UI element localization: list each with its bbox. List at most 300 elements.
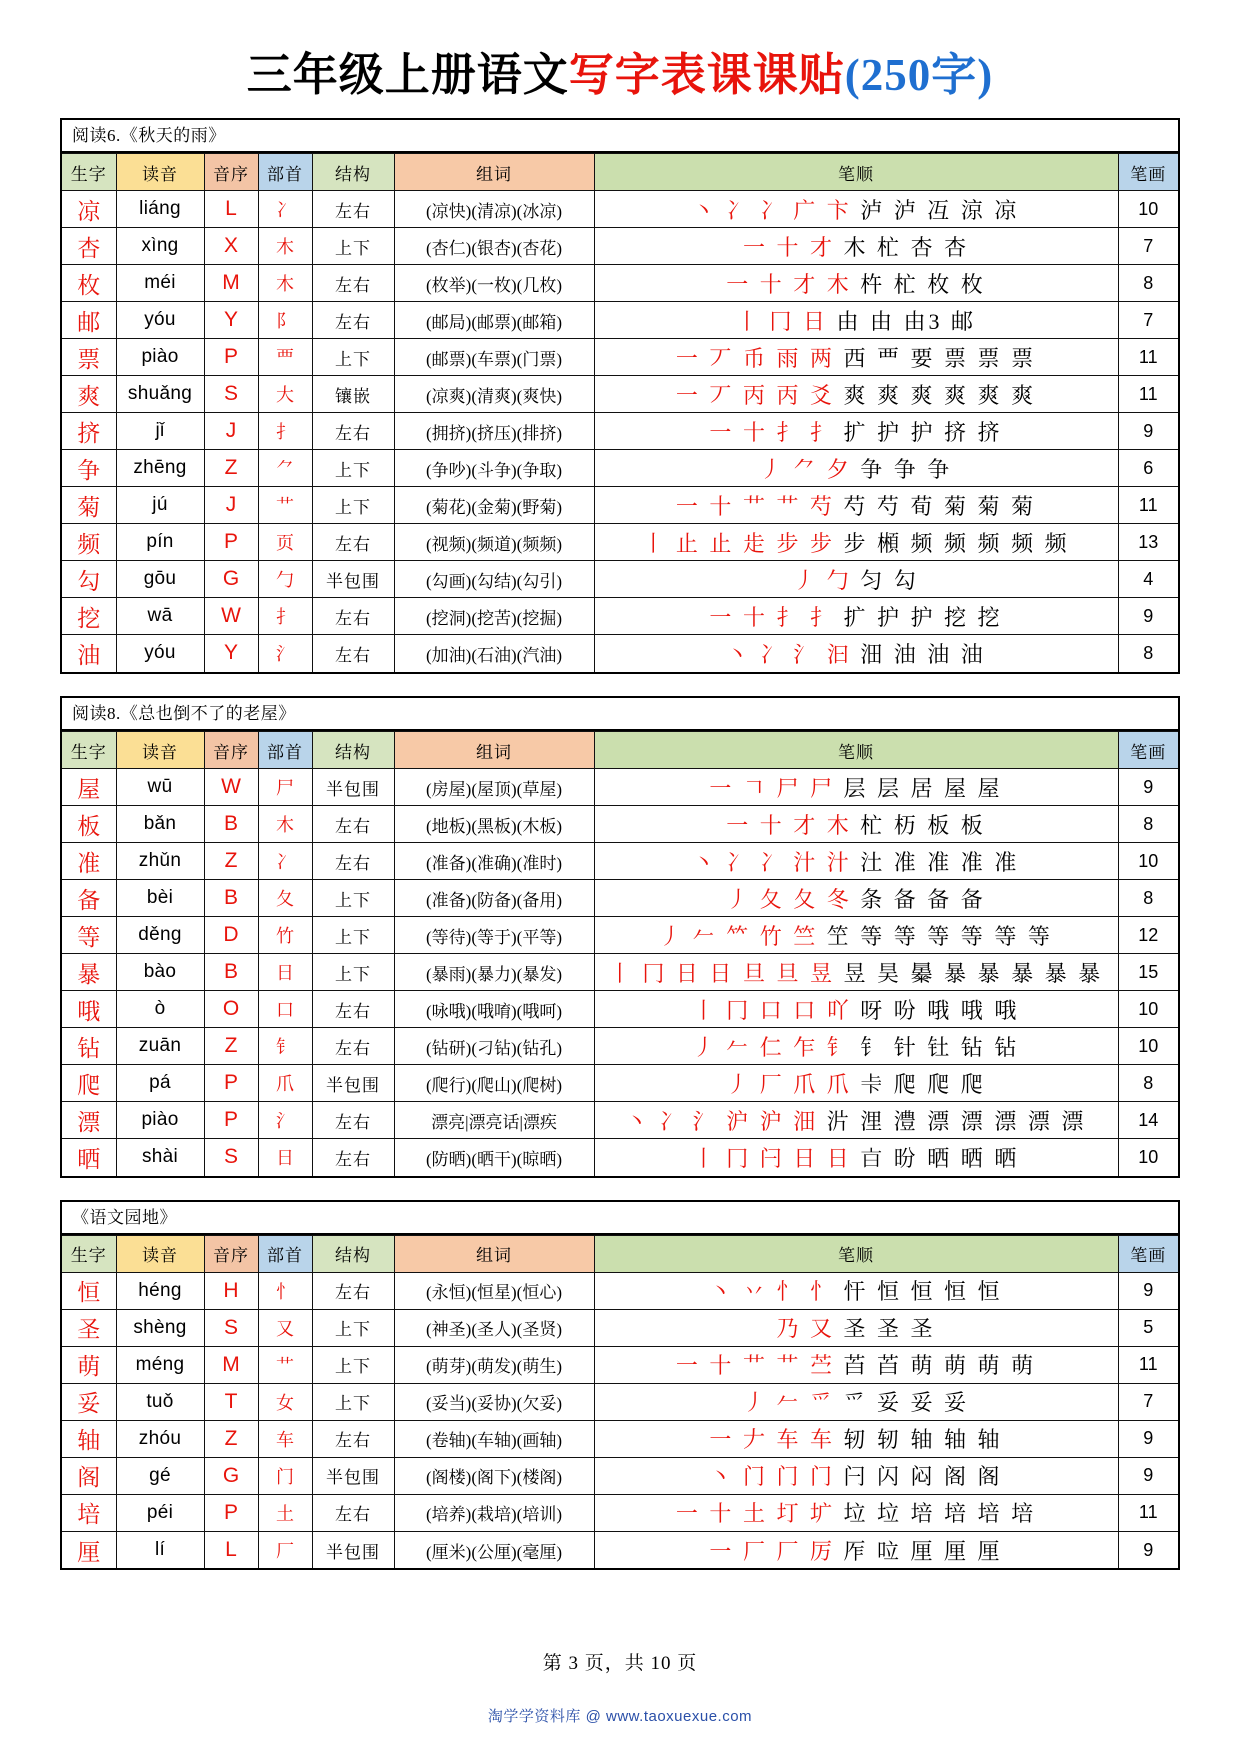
cell-zi: 争 bbox=[62, 450, 116, 487]
cell-bushou: 氵 bbox=[258, 635, 312, 672]
cell-yinxu: B bbox=[204, 880, 258, 917]
cell-yin: piào bbox=[116, 339, 204, 376]
cell-zuci: (钻研)(刁钻)(钻孔) bbox=[394, 1028, 594, 1065]
cell-bushou: 扌 bbox=[258, 413, 312, 450]
column-header-zi: 生字 bbox=[62, 1235, 116, 1272]
cell-zuci: (阁楼)(阁下)(楼阁) bbox=[394, 1457, 594, 1494]
table-row bbox=[62, 806, 1178, 843]
cell-yinxu: L bbox=[204, 191, 258, 228]
title-segment-blue: (250字) bbox=[844, 50, 994, 100]
cell-zuci: (凉快)(清凉)(冰凉) bbox=[394, 191, 594, 228]
cell-zi: 等 bbox=[62, 917, 116, 954]
cell-yinxu: S bbox=[204, 376, 258, 413]
cell-jiegou: 左右 bbox=[312, 1272, 394, 1309]
cell-bishun: 丨 冂 闩 日 日 𣅀 昐 晒 晒 晒 bbox=[594, 1139, 1118, 1176]
cell-bishun: 丿 厂 爪 爪 𠧗 爬 爬 爬 bbox=[594, 1065, 1118, 1102]
lesson-section bbox=[60, 118, 1180, 674]
cell-jiegou: 左右 bbox=[312, 1102, 394, 1139]
cell-zuci: (挖洞)(挖苦)(挖掘) bbox=[394, 598, 594, 635]
table-row bbox=[62, 228, 1178, 265]
cell-bihua: 11 bbox=[1118, 1346, 1178, 1383]
cell-yin: bèi bbox=[116, 880, 204, 917]
cell-yin: zhǔn bbox=[116, 843, 204, 880]
table-row bbox=[62, 524, 1178, 561]
cell-jiegou: 左右 bbox=[312, 1028, 394, 1065]
cell-jiegou: 上下 bbox=[312, 1383, 394, 1420]
cell-yinxu: B bbox=[204, 954, 258, 991]
cell-bihua: 12 bbox=[1118, 917, 1178, 954]
cell-yinxu: S bbox=[204, 1139, 258, 1176]
cell-bushou: 土 bbox=[258, 1494, 312, 1531]
lesson-section bbox=[60, 696, 1180, 1178]
cell-bishun: 一 丆 币 雨 两 西 覀 要 票 票 票 bbox=[594, 339, 1118, 376]
cell-yinxu: O bbox=[204, 991, 258, 1028]
cell-yin: lí bbox=[116, 1531, 204, 1568]
cell-bishun: 丶 冫 氵 沪 沪 沺 沜 浬 澧 漂 漂 漂 漂 漂 bbox=[594, 1102, 1118, 1139]
cell-bihua: 9 bbox=[1118, 1272, 1178, 1309]
cell-zuci: (菊花)(金菊)(野菊) bbox=[394, 487, 594, 524]
cell-bushou: 页 bbox=[258, 524, 312, 561]
table-row bbox=[62, 1531, 1178, 1568]
cell-jiegou: 左右 bbox=[312, 265, 394, 302]
cell-yinxu: P bbox=[204, 339, 258, 376]
cell-bishun: 一 十 才 木 杧 杏 杏 bbox=[594, 228, 1118, 265]
cell-jiegou: 左右 bbox=[312, 598, 394, 635]
cell-zuci: (爬行)(爬山)(爬树) bbox=[394, 1065, 594, 1102]
cell-bihua: 11 bbox=[1118, 487, 1178, 524]
cell-bihua: 10 bbox=[1118, 191, 1178, 228]
cell-jiegou: 左右 bbox=[312, 843, 394, 880]
cell-zi: 萌 bbox=[62, 1346, 116, 1383]
cell-zuci: (凉爽)(清爽)(爽快) bbox=[394, 376, 594, 413]
cell-bishun: 丿 ⺈ 夕 争 争 争 bbox=[594, 450, 1118, 487]
cell-yinxu: T bbox=[204, 1383, 258, 1420]
cell-zuci: (准备)(准确)(准时) bbox=[394, 843, 594, 880]
cell-bushou: 大 bbox=[258, 376, 312, 413]
column-header-zi: 生字 bbox=[62, 732, 116, 769]
cell-bihua: 10 bbox=[1118, 1139, 1178, 1176]
cell-bishun: 丶 丷 忄 忄 忓 恒 恒 恒 恒 bbox=[594, 1272, 1118, 1309]
cell-yinxu: M bbox=[204, 1346, 258, 1383]
column-header-jiegou: 结构 bbox=[312, 1235, 394, 1272]
column-header-bihua: 笔画 bbox=[1118, 154, 1178, 191]
cell-bushou: 忄 bbox=[258, 1272, 312, 1309]
cell-bihua: 7 bbox=[1118, 1383, 1178, 1420]
cell-yinxu: Y bbox=[204, 635, 258, 672]
cell-jiegou: 上下 bbox=[312, 450, 394, 487]
cell-yin: ò bbox=[116, 991, 204, 1028]
column-header-bushou: 部首 bbox=[258, 732, 312, 769]
cell-zi: 哦 bbox=[62, 991, 116, 1028]
cell-jiegou: 左右 bbox=[312, 806, 394, 843]
cell-bihua: 9 bbox=[1118, 769, 1178, 806]
cell-bishun: 丨 冂 日 由 由 由3 邮 bbox=[594, 302, 1118, 339]
cell-zuci: (房屋)(屋顶)(草屋) bbox=[394, 769, 594, 806]
cell-bihua: 10 bbox=[1118, 1028, 1178, 1065]
table-row bbox=[62, 339, 1178, 376]
table-row bbox=[62, 265, 1178, 302]
cell-bishun: 丨 止 止 歨 步 步 步 䫐 频 频 频 频 频 bbox=[594, 524, 1118, 561]
character-table bbox=[62, 731, 1178, 1176]
cell-yin: zuān bbox=[116, 1028, 204, 1065]
cell-bushou: 口 bbox=[258, 991, 312, 1028]
cell-bushou: 木 bbox=[258, 265, 312, 302]
column-header-bihua: 笔画 bbox=[1118, 732, 1178, 769]
column-header-bishun: 笔顺 bbox=[594, 154, 1118, 191]
cell-bihua: 9 bbox=[1118, 598, 1178, 635]
cell-yinxu: P bbox=[204, 1102, 258, 1139]
cell-bushou: 女 bbox=[258, 1383, 312, 1420]
cell-yin: zhēng bbox=[116, 450, 204, 487]
cell-yinxu: Z bbox=[204, 1028, 258, 1065]
cell-bishun: 丨 冂 日 日 旦 旦 昱 昱 昊 㬥 暴 暴 暴 暴 暴 bbox=[594, 954, 1118, 991]
cell-zuci: (准备)(防备)(备用) bbox=[394, 880, 594, 917]
cell-bushou: 门 bbox=[258, 1457, 312, 1494]
cell-yinxu: Z bbox=[204, 843, 258, 880]
site-credit-footer: 淘学学资料库 @ www.taoxuexue.com bbox=[487, 1708, 753, 1726]
cell-zi: 爬 bbox=[62, 1065, 116, 1102]
table-row bbox=[62, 880, 1178, 917]
cell-bishun: 丿 𠂉 爫 爫 妥 妥 妥 bbox=[594, 1383, 1118, 1420]
character-table bbox=[62, 1235, 1178, 1569]
cell-jiegou: 左右 bbox=[312, 413, 394, 450]
cell-zuci: (咏哦)(哦唷)(哦呵) bbox=[394, 991, 594, 1028]
cell-jiegou: 上下 bbox=[312, 228, 394, 265]
cell-bihua: 6 bbox=[1118, 450, 1178, 487]
cell-bushou: 爪 bbox=[258, 1065, 312, 1102]
cell-bushou: 夂 bbox=[258, 880, 312, 917]
column-header-jiegou: 结构 bbox=[312, 732, 394, 769]
column-header-bushou: 部首 bbox=[258, 154, 312, 191]
cell-yin: yóu bbox=[116, 302, 204, 339]
cell-bushou: 勹 bbox=[258, 561, 312, 598]
lesson-section bbox=[60, 1200, 1180, 1571]
section-heading: 阅读8.《总也倒不了的老屋》 bbox=[62, 698, 1178, 731]
column-header-bushou: 部首 bbox=[258, 1235, 312, 1272]
cell-zi: 凉 bbox=[62, 191, 116, 228]
cell-bihua: 9 bbox=[1118, 413, 1178, 450]
cell-yinxu: G bbox=[204, 1457, 258, 1494]
cell-zi: 屋 bbox=[62, 769, 116, 806]
cell-yinxu: H bbox=[204, 1272, 258, 1309]
cell-bushou: 冫 bbox=[258, 843, 312, 880]
cell-zuci: (杏仁)(银杏)(杏花) bbox=[394, 228, 594, 265]
cell-zuci: (视频)(频道)(频频) bbox=[394, 524, 594, 561]
cell-bishun: 一 十 才 木 杧 杤 板 板 bbox=[594, 806, 1118, 843]
cell-zi: 培 bbox=[62, 1494, 116, 1531]
table-row bbox=[62, 413, 1178, 450]
cell-zi: 邮 bbox=[62, 302, 116, 339]
cell-yinxu: M bbox=[204, 265, 258, 302]
cell-zi: 恒 bbox=[62, 1272, 116, 1309]
cell-bishun: 丿 勹 匀 勾 bbox=[594, 561, 1118, 598]
cell-bishun: 丿 𠂉 𥫗 竹 竺 笁 等 等 等 等 等 等 bbox=[594, 917, 1118, 954]
table-header-row bbox=[62, 154, 1178, 191]
cell-yinxu: W bbox=[204, 769, 258, 806]
cell-zuci: (防晒)(晒干)(晾晒) bbox=[394, 1139, 594, 1176]
cell-bihua: 8 bbox=[1118, 880, 1178, 917]
cell-jiegou: 半包围 bbox=[312, 561, 394, 598]
cell-bushou: 厂 bbox=[258, 1531, 312, 1568]
cell-zuci: 漂亮|漂亮话|漂疾 bbox=[394, 1102, 594, 1139]
cell-yinxu: D bbox=[204, 917, 258, 954]
cell-zuci: (地板)(黑板)(木板) bbox=[394, 806, 594, 843]
cell-yinxu: J bbox=[204, 487, 258, 524]
cell-bushou: 艹 bbox=[258, 1346, 312, 1383]
cell-yin: pín bbox=[116, 524, 204, 561]
cell-bushou: 日 bbox=[258, 1139, 312, 1176]
cell-bihua: 9 bbox=[1118, 1420, 1178, 1457]
cell-bishun: 丶 冫 氵 汩 沺 油 油 油 bbox=[594, 635, 1118, 672]
cell-zuci: (勾画)(勾结)(勾引) bbox=[394, 561, 594, 598]
cell-yin: zhóu bbox=[116, 1420, 204, 1457]
table-row bbox=[62, 191, 1178, 228]
cell-yinxu: Z bbox=[204, 1420, 258, 1457]
cell-bihua: 14 bbox=[1118, 1102, 1178, 1139]
cell-bishun: 一 十 才 木 杵 杧 枚 枚 bbox=[594, 265, 1118, 302]
column-header-zi: 生字 bbox=[62, 154, 116, 191]
cell-yin: jú bbox=[116, 487, 204, 524]
table-row bbox=[62, 302, 1178, 339]
cell-bishun: 一 厂 厂 厉 厏 㕸 厘 厘 厘 bbox=[594, 1531, 1118, 1568]
cell-yinxu: P bbox=[204, 1494, 258, 1531]
cell-yin: bǎn bbox=[116, 806, 204, 843]
cell-yinxu: X bbox=[204, 228, 258, 265]
table-row bbox=[62, 598, 1178, 635]
cell-zuci: (暴雨)(暴力)(暴发) bbox=[394, 954, 594, 991]
cell-zi: 准 bbox=[62, 843, 116, 880]
cell-zuci: (培养)(栽培)(培训) bbox=[394, 1494, 594, 1531]
cell-bushou: 阝 bbox=[258, 302, 312, 339]
cell-zuci: (拥挤)(挤压)(排挤) bbox=[394, 413, 594, 450]
cell-zi: 爽 bbox=[62, 376, 116, 413]
cell-bishun: 丶 冫 冫 广 卞 泸 泸 冱 涼 凉 bbox=[594, 191, 1118, 228]
cell-yin: shèng bbox=[116, 1309, 204, 1346]
cell-bushou: 木 bbox=[258, 228, 312, 265]
cell-jiegou: 左右 bbox=[312, 524, 394, 561]
cell-zi: 妥 bbox=[62, 1383, 116, 1420]
cell-zi: 漂 bbox=[62, 1102, 116, 1139]
cell-bushou: 扌 bbox=[258, 598, 312, 635]
cell-bishun: 丶 冫 冫 汁 汁 汢 准 准 准 准 bbox=[594, 843, 1118, 880]
cell-zi: 轴 bbox=[62, 1420, 116, 1457]
table-row bbox=[62, 561, 1178, 598]
column-header-yin: 读音 bbox=[116, 1235, 204, 1272]
cell-zi: 备 bbox=[62, 880, 116, 917]
cell-zi: 勾 bbox=[62, 561, 116, 598]
cell-bushou: 车 bbox=[258, 1420, 312, 1457]
cell-yinxu: P bbox=[204, 524, 258, 561]
table-row bbox=[62, 450, 1178, 487]
cell-jiegou: 上下 bbox=[312, 917, 394, 954]
cell-bushou: 日 bbox=[258, 954, 312, 991]
column-header-zuci: 组词 bbox=[394, 154, 594, 191]
cell-yin: péi bbox=[116, 1494, 204, 1531]
cell-yin: gōu bbox=[116, 561, 204, 598]
table-row bbox=[62, 635, 1178, 672]
cell-yin: wā bbox=[116, 598, 204, 635]
cell-bishun: 一 十 艹 艹 芍 芍 芍 荀 菊 菊 菊 bbox=[594, 487, 1118, 524]
cell-zuci: (萌芽)(萌发)(萌生) bbox=[394, 1346, 594, 1383]
cell-bihua: 10 bbox=[1118, 991, 1178, 1028]
cell-jiegou: 半包围 bbox=[312, 1457, 394, 1494]
cell-bihua: 11 bbox=[1118, 1494, 1178, 1531]
title-segment-red: 写字表课课贴 bbox=[568, 50, 845, 100]
cell-jiegou: 半包围 bbox=[312, 1531, 394, 1568]
cell-bihua: 8 bbox=[1118, 1065, 1178, 1102]
cell-zi: 枚 bbox=[62, 265, 116, 302]
cell-jiegou: 左右 bbox=[312, 635, 394, 672]
cell-bihua: 5 bbox=[1118, 1309, 1178, 1346]
column-header-jiegou: 结构 bbox=[312, 154, 394, 191]
sections-container bbox=[60, 118, 1180, 1571]
cell-bihua: 15 bbox=[1118, 954, 1178, 991]
cell-bishun: 一 𠃍 尸 尸 层 层 居 屋 屋 bbox=[594, 769, 1118, 806]
cell-yin: liáng bbox=[116, 191, 204, 228]
cell-yin: xìng bbox=[116, 228, 204, 265]
cell-bihua: 9 bbox=[1118, 1457, 1178, 1494]
cell-bishun: 丿 𠂉 仁 乍 钅 钅 针 钍 钻 钻 bbox=[594, 1028, 1118, 1065]
cell-zi: 票 bbox=[62, 339, 116, 376]
cell-bushou: ⺈ bbox=[258, 450, 312, 487]
cell-zuci: (厘米)(公厘)(毫厘) bbox=[394, 1531, 594, 1568]
cell-yinxu: Y bbox=[204, 302, 258, 339]
cell-jiegou: 镶嵌 bbox=[312, 376, 394, 413]
cell-jiegou: 上下 bbox=[312, 487, 394, 524]
cell-yin: wū bbox=[116, 769, 204, 806]
page-number-footer: 第 3 页，共 10 页 bbox=[542, 1653, 698, 1675]
cell-zuci: (争吵)(斗争)(争取) bbox=[394, 450, 594, 487]
column-header-yinxu: 音序 bbox=[204, 154, 258, 191]
cell-yinxu: L bbox=[204, 1531, 258, 1568]
cell-bishun: 一 丆 丙 丙 爻 爽 爽 爽 爽 爽 爽 bbox=[594, 376, 1118, 413]
cell-zuci: (卷轴)(车轴)(画轴) bbox=[394, 1420, 594, 1457]
cell-yin: piào bbox=[116, 1102, 204, 1139]
cell-zi: 圣 bbox=[62, 1309, 116, 1346]
character-table bbox=[62, 153, 1178, 672]
cell-bishun: 丨 冂 口 口 吖 呀 吩 哦 哦 哦 bbox=[594, 991, 1118, 1028]
cell-yin: shài bbox=[116, 1139, 204, 1176]
cell-zi: 菊 bbox=[62, 487, 116, 524]
cell-zuci: (邮局)(邮票)(邮箱) bbox=[394, 302, 594, 339]
cell-bihua: 7 bbox=[1118, 228, 1178, 265]
cell-yin: jǐ bbox=[116, 413, 204, 450]
cell-yin: tuǒ bbox=[116, 1383, 204, 1420]
cell-yinxu: Z bbox=[204, 450, 258, 487]
cell-zuci: (等待)(等于)(平等) bbox=[394, 917, 594, 954]
cell-zuci: (永恒)(恒星)(恒心) bbox=[394, 1272, 594, 1309]
cell-bihua: 8 bbox=[1118, 635, 1178, 672]
cell-bushou: 尸 bbox=[258, 769, 312, 806]
table-row bbox=[62, 843, 1178, 880]
cell-zi: 暴 bbox=[62, 954, 116, 991]
cell-zi: 钻 bbox=[62, 1028, 116, 1065]
table-row bbox=[62, 1272, 1178, 1309]
cell-bushou: 竹 bbox=[258, 917, 312, 954]
table-row bbox=[62, 1383, 1178, 1420]
cell-zi: 挤 bbox=[62, 413, 116, 450]
cell-jiegou: 半包围 bbox=[312, 769, 394, 806]
table-row bbox=[62, 376, 1178, 413]
cell-bihua: 9 bbox=[1118, 1531, 1178, 1568]
table-row bbox=[62, 769, 1178, 806]
cell-yinxu: S bbox=[204, 1309, 258, 1346]
cell-bishun: 乃 又 圣 圣 圣 bbox=[594, 1309, 1118, 1346]
section-heading: 阅读6.《秋天的雨》 bbox=[62, 120, 1178, 153]
cell-zuci: (妥当)(妥协)(欠妥) bbox=[394, 1383, 594, 1420]
cell-zuci: (邮票)(车票)(门票) bbox=[394, 339, 594, 376]
table-row bbox=[62, 1494, 1178, 1531]
cell-jiegou: 左右 bbox=[312, 991, 394, 1028]
cell-zi: 阁 bbox=[62, 1457, 116, 1494]
cell-bishun: 丶 门 门 门 闩 闪 闷 阁 阁 bbox=[594, 1457, 1118, 1494]
cell-bishun: 一 𠂇 车 车 轫 轫 轴 轴 轴 bbox=[594, 1420, 1118, 1457]
cell-yinxu: G bbox=[204, 561, 258, 598]
table-row bbox=[62, 487, 1178, 524]
cell-yin: méng bbox=[116, 1346, 204, 1383]
cell-yinxu: W bbox=[204, 598, 258, 635]
column-header-zuci: 组词 bbox=[394, 1235, 594, 1272]
cell-zuci: (神圣)(圣人)(圣贤) bbox=[394, 1309, 594, 1346]
cell-bushou: 木 bbox=[258, 806, 312, 843]
cell-yin: méi bbox=[116, 265, 204, 302]
cell-yin: shuǎng bbox=[116, 376, 204, 413]
column-header-bishun: 笔顺 bbox=[594, 1235, 1118, 1272]
cell-yin: pá bbox=[116, 1065, 204, 1102]
cell-jiegou: 左右 bbox=[312, 1139, 394, 1176]
table-row bbox=[62, 1457, 1178, 1494]
cell-yin: gé bbox=[116, 1457, 204, 1494]
cell-zi: 厘 bbox=[62, 1531, 116, 1568]
cell-bihua: 13 bbox=[1118, 524, 1178, 561]
page-title bbox=[60, 50, 1180, 102]
table-header-row bbox=[62, 1235, 1178, 1272]
table-row bbox=[62, 991, 1178, 1028]
cell-yin: yóu bbox=[116, 635, 204, 672]
cell-jiegou: 左右 bbox=[312, 191, 394, 228]
cell-jiegou: 左右 bbox=[312, 1420, 394, 1457]
title-segment-black: 三年级上册语文 bbox=[246, 50, 569, 100]
cell-zi: 油 bbox=[62, 635, 116, 672]
cell-zuci: (枚举)(一枚)(几枚) bbox=[394, 265, 594, 302]
cell-yinxu: J bbox=[204, 413, 258, 450]
cell-bihua: 10 bbox=[1118, 843, 1178, 880]
cell-jiegou: 上下 bbox=[312, 1346, 394, 1383]
cell-zi: 板 bbox=[62, 806, 116, 843]
cell-zi: 晒 bbox=[62, 1139, 116, 1176]
cell-bishun: 一 十 扌 扌 扩 护 护 挖 挖 bbox=[594, 598, 1118, 635]
table-row bbox=[62, 1420, 1178, 1457]
cell-bushou: 氵 bbox=[258, 1102, 312, 1139]
cell-zi: 杏 bbox=[62, 228, 116, 265]
table-row bbox=[62, 1102, 1178, 1139]
table-row bbox=[62, 1346, 1178, 1383]
table-header-row bbox=[62, 732, 1178, 769]
cell-bushou: 钅 bbox=[258, 1028, 312, 1065]
cell-bihua: 8 bbox=[1118, 265, 1178, 302]
cell-bihua: 11 bbox=[1118, 376, 1178, 413]
cell-zi: 挖 bbox=[62, 598, 116, 635]
cell-bihua: 4 bbox=[1118, 561, 1178, 598]
column-header-bihua: 笔画 bbox=[1118, 1235, 1178, 1272]
cell-bishun: 一 十 扌 扌 扩 护 护 挤 挤 bbox=[594, 413, 1118, 450]
cell-bihua: 8 bbox=[1118, 806, 1178, 843]
cell-yinxu: P bbox=[204, 1065, 258, 1102]
column-header-yinxu: 音序 bbox=[204, 732, 258, 769]
cell-jiegou: 左右 bbox=[312, 302, 394, 339]
cell-jiegou: 半包围 bbox=[312, 1065, 394, 1102]
cell-bihua: 11 bbox=[1118, 339, 1178, 376]
